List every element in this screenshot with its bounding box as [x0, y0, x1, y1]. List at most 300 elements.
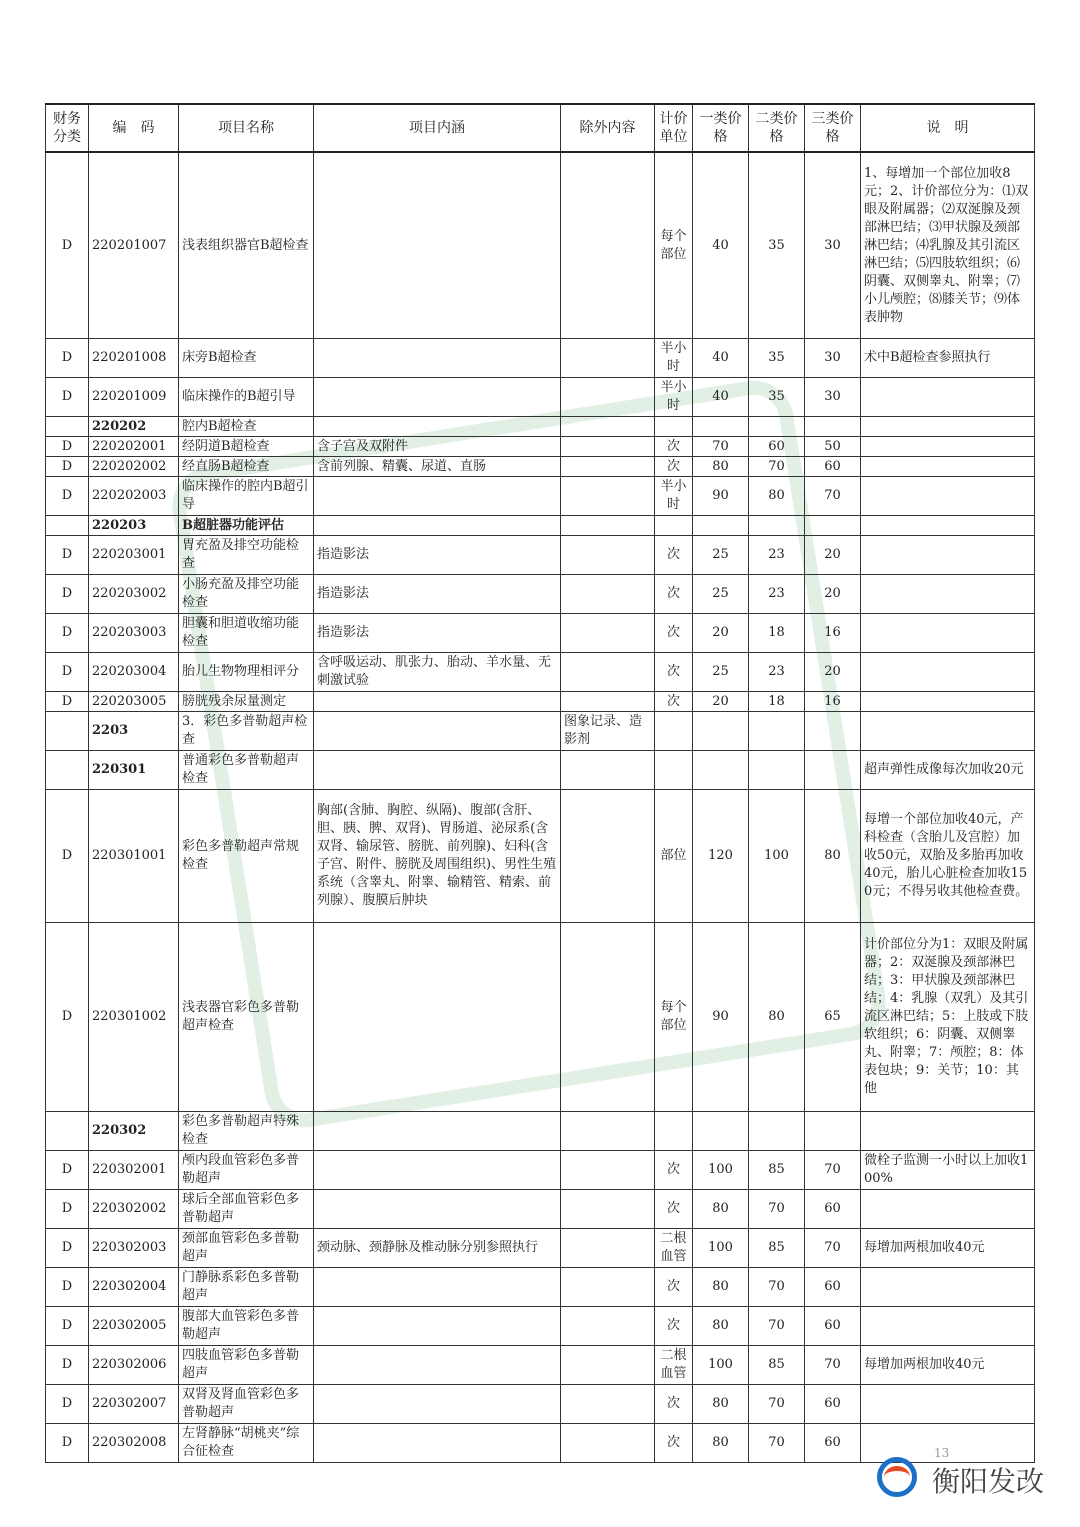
cell-name: 彩色多普勒超声常规检查: [179, 790, 314, 923]
cell-category: D: [46, 339, 89, 378]
table-row-section: [46, 751, 1035, 790]
cell-price-3: 70: [805, 1151, 861, 1190]
cell-note: [861, 692, 1035, 712]
cell-price-1: 100: [693, 1229, 749, 1268]
table-row: [46, 457, 1035, 477]
cell-exclusion: [561, 152, 655, 339]
table-row: [46, 790, 1035, 923]
cell-content: [314, 1112, 561, 1151]
cell-code: 220302002: [89, 1190, 179, 1229]
cell-name: 经阴道B超检查: [179, 437, 314, 457]
cell-unit: 次: [655, 457, 693, 477]
cell-price-1: 20: [693, 692, 749, 712]
cell-note: [861, 575, 1035, 614]
cell-code: 2203: [89, 712, 179, 751]
cell-content: [314, 1190, 561, 1229]
table-row: [46, 1307, 1035, 1346]
cell-note: [861, 516, 1035, 536]
cell-category: D: [46, 536, 89, 575]
cell-unit: 二根血管: [655, 1346, 693, 1385]
cell-price-3: [805, 751, 861, 790]
cell-price-3: 70: [805, 1229, 861, 1268]
cell-price-2: 23: [749, 653, 805, 692]
cell-note: [861, 457, 1035, 477]
cell-name: B超脏器功能评估: [179, 516, 314, 536]
header-cell: 计价单位: [655, 104, 693, 152]
table-row: [46, 536, 1035, 575]
cell-note: 术中B超检查参照执行: [861, 339, 1035, 378]
cell-price-3: 60: [805, 1268, 861, 1307]
cell-unit: 半小时: [655, 339, 693, 378]
cell-content: [314, 1268, 561, 1307]
cell-note: 每增一个部位加收40元，产科检查（含胎儿及宫腔）加收50元，双胎及多胎再加收40元，胎儿心脏检查加收150元；不得另收其他检查费。: [861, 790, 1035, 923]
cell-unit: 次: [655, 437, 693, 457]
cell-unit: [655, 516, 693, 536]
cell-category: D: [46, 1151, 89, 1190]
table-row: [46, 437, 1035, 457]
cell-price-2: 85: [749, 1151, 805, 1190]
cell-code: 220202003: [89, 477, 179, 516]
cell-name: 腔内B超检查: [179, 417, 314, 437]
cell-category: D: [46, 653, 89, 692]
cell-exclusion: [561, 1112, 655, 1151]
cell-price-1: [693, 417, 749, 437]
cell-unit: 每个部位: [655, 923, 693, 1112]
cell-price-1: 70: [693, 437, 749, 457]
cell-content: [314, 339, 561, 378]
cell-exclusion: [561, 1190, 655, 1229]
table-row: [46, 477, 1035, 516]
cell-category: D: [46, 1346, 89, 1385]
cell-price-1: 25: [693, 575, 749, 614]
cell-unit: [655, 712, 693, 751]
cell-category: [46, 712, 89, 751]
cell-price-3: 20: [805, 536, 861, 575]
cell-exclusion: [561, 378, 655, 417]
cell-category: D: [46, 1385, 89, 1424]
cell-price-1: [693, 751, 749, 790]
cell-note: [861, 477, 1035, 516]
table-row: [46, 692, 1035, 712]
cell-name: 彩色多普勒超声特殊检查: [179, 1112, 314, 1151]
cell-note: [861, 1268, 1035, 1307]
cell-content: [314, 378, 561, 417]
cell-exclusion: [561, 1229, 655, 1268]
table-row: [46, 1346, 1035, 1385]
cell-category: D: [46, 1190, 89, 1229]
table-row: [46, 152, 1035, 339]
cell-price-2: 85: [749, 1229, 805, 1268]
cell-code: 220203004: [89, 653, 179, 692]
cell-name: 3．彩色多普勒超声检查: [179, 712, 314, 751]
cell-price-1: 25: [693, 653, 749, 692]
cell-price-2: 18: [749, 614, 805, 653]
cell-price-2: 23: [749, 536, 805, 575]
cell-price-1: 120: [693, 790, 749, 923]
cell-unit: 次: [655, 536, 693, 575]
cell-category: [46, 1112, 89, 1151]
cell-code: 220201008: [89, 339, 179, 378]
cell-name: 胆囊和胆道收缩功能检查: [179, 614, 314, 653]
cell-price-2: [749, 417, 805, 437]
table-row: [46, 1229, 1035, 1268]
cell-price-1: 90: [693, 477, 749, 516]
brand-name: 衡阳发改: [932, 1465, 1045, 1498]
brand-logo-arc-icon: [884, 1466, 910, 1488]
cell-exclusion: [561, 457, 655, 477]
cell-code: 220203002: [89, 575, 179, 614]
cell-category: [46, 751, 89, 790]
cell-content: [314, 1151, 561, 1190]
table-row-section: [46, 516, 1035, 536]
table-row: [46, 614, 1035, 653]
cell-price-2: 70: [749, 1190, 805, 1229]
table-row: [46, 1268, 1035, 1307]
table-row: [46, 378, 1035, 417]
cell-exclusion: [561, 536, 655, 575]
cell-unit: 部位: [655, 790, 693, 923]
cell-name: 腹部大血管彩色多普勒超声: [179, 1307, 314, 1346]
table-row: [46, 575, 1035, 614]
cell-category: D: [46, 1229, 89, 1268]
cell-note: [861, 1385, 1035, 1424]
cell-price-3: [805, 1112, 861, 1151]
cell-category: D: [46, 1424, 89, 1463]
cell-note: [861, 1190, 1035, 1229]
cell-exclusion: [561, 751, 655, 790]
cell-note: [861, 417, 1035, 437]
cell-name: 临床操作的腔内B超引导: [179, 477, 314, 516]
cell-price-1: [693, 1112, 749, 1151]
cell-price-1: [693, 712, 749, 751]
cell-name: 浅表器官彩色多普勒超声检查: [179, 923, 314, 1112]
cell-price-3: 60: [805, 1190, 861, 1229]
header-cell: 除外内容: [561, 104, 655, 152]
cell-exclusion: [561, 1424, 655, 1463]
table-header: [46, 104, 1035, 152]
cell-category: [46, 516, 89, 536]
cell-unit: 次: [655, 653, 693, 692]
cell-exclusion: [561, 477, 655, 516]
cell-content: [314, 516, 561, 536]
cell-price-2: 80: [749, 477, 805, 516]
cell-price-1: 100: [693, 1346, 749, 1385]
cell-price-1: 40: [693, 378, 749, 417]
cell-price-2: 70: [749, 1424, 805, 1463]
cell-note: 每增加两根加收40元: [861, 1229, 1035, 1268]
cell-unit: 次: [655, 1307, 693, 1346]
cell-exclusion: [561, 692, 655, 712]
cell-price-1: 80: [693, 457, 749, 477]
cell-exclusion: [561, 923, 655, 1112]
table-row: [46, 1190, 1035, 1229]
header-cell: 项目内涵: [314, 104, 561, 152]
cell-price-2: 70: [749, 1307, 805, 1346]
cell-note: 1、每增加一个部位加收8元；2、计价部位分为：⑴双眼及附属器；⑵双涎腺及颈部淋巴结；⑶甲状腺及颈部淋巴结；⑷乳腺及其引流区淋巴结；⑸四肢软组织；⑹阴囊、双侧睾丸、附睾；⑺小儿颅腔；⑻膝关节；⑼体表肿物: [861, 152, 1035, 339]
cell-price-2: 23: [749, 575, 805, 614]
cell-exclusion: [561, 575, 655, 614]
cell-code: 220302005: [89, 1307, 179, 1346]
header-cell: 编 码: [89, 104, 179, 152]
cell-note: 微栓子监测一小时以上加收100%: [861, 1151, 1035, 1190]
cell-price-1: 100: [693, 1151, 749, 1190]
cell-unit: 半小时: [655, 378, 693, 417]
cell-note: 计价部位分为1：双眼及附属器；2：双涎腺及颈部淋巴结；3：甲状腺及颈部淋巴结；4：乳腺（双乳）及其引流区淋巴结；5：上肢或下肢软组织；6：阴囊、双侧睾丸、附睾；7：颅腔；8：体表包块；9：关节；10：其他: [861, 923, 1035, 1112]
cell-category: D: [46, 457, 89, 477]
cell-unit: 次: [655, 575, 693, 614]
cell-name: 临床操作的B超引导: [179, 378, 314, 417]
cell-category: D: [46, 477, 89, 516]
cell-exclusion: [561, 614, 655, 653]
cell-price-3: 30: [805, 152, 861, 339]
cell-exclusion: [561, 516, 655, 536]
cell-code: 220202001: [89, 437, 179, 457]
cell-unit: [655, 1112, 693, 1151]
cell-price-3: 16: [805, 614, 861, 653]
cell-price-3: [805, 712, 861, 751]
cell-content: 指造影法: [314, 575, 561, 614]
cell-price-3: 30: [805, 378, 861, 417]
cell-price-3: 70: [805, 1346, 861, 1385]
cell-category: D: [46, 790, 89, 923]
cell-unit: 次: [655, 614, 693, 653]
cell-price-2: [749, 751, 805, 790]
cell-code: 220301: [89, 751, 179, 790]
cell-content: [314, 1385, 561, 1424]
cell-content: [314, 923, 561, 1112]
cell-name: 普通彩色多普勒超声检查: [179, 751, 314, 790]
cell-note: [861, 614, 1035, 653]
cell-exclusion: [561, 417, 655, 437]
cell-name: 门静脉系彩色多普勒超声: [179, 1268, 314, 1307]
cell-note: [861, 437, 1035, 457]
cell-price-3: [805, 417, 861, 437]
price-table: [45, 103, 1035, 1463]
cell-unit: 二根血管: [655, 1229, 693, 1268]
cell-category: D: [46, 378, 89, 417]
header-cell: 一类价格: [693, 104, 749, 152]
cell-price-3: 20: [805, 653, 861, 692]
cell-name: 经直肠B超检查: [179, 457, 314, 477]
cell-content: 胸部(含肺、胸腔、纵隔)、腹部(含肝、胆、胰、脾、双肾)、胃肠道、泌尿系(含双肾、输尿管、膀胱、前列腺)、妇科(含子宫、附件、膀胱及周围组织)、男性生殖系统（含睾丸、附睾、输精管、精索、前列腺）、腹膜后肿块: [314, 790, 561, 923]
cell-name: 四肢血管彩色多普勒超声: [179, 1346, 314, 1385]
cell-name: 颈部血管彩色多普勒超声: [179, 1229, 314, 1268]
cell-price-2: 80: [749, 923, 805, 1112]
cell-category: D: [46, 1268, 89, 1307]
cell-exclusion: [561, 1346, 655, 1385]
table-row: [46, 1385, 1035, 1424]
cell-price-3: 80: [805, 790, 861, 923]
cell-exclusion: [561, 1268, 655, 1307]
cell-code: 220302006: [89, 1346, 179, 1385]
cell-price-3: [805, 516, 861, 536]
cell-code: 220302007: [89, 1385, 179, 1424]
cell-price-2: 70: [749, 1268, 805, 1307]
table-row: [46, 653, 1035, 692]
cell-unit: 次: [655, 1424, 693, 1463]
cell-content: 指造影法: [314, 536, 561, 575]
cell-exclusion: [561, 1385, 655, 1424]
cell-code: 220202002: [89, 457, 179, 477]
header-cell: 财务分类: [46, 104, 89, 152]
cell-content: [314, 751, 561, 790]
cell-price-1: 25: [693, 536, 749, 575]
cell-content: [314, 1424, 561, 1463]
header-cell: 项目名称: [179, 104, 314, 152]
cell-price-2: 70: [749, 1385, 805, 1424]
cell-price-2: 85: [749, 1346, 805, 1385]
cell-category: D: [46, 1307, 89, 1346]
cell-unit: [655, 417, 693, 437]
cell-unit: 次: [655, 1190, 693, 1229]
cell-name: 双肾及肾血管彩色多普勒超声: [179, 1385, 314, 1424]
cell-category: D: [46, 575, 89, 614]
cell-category: D: [46, 152, 89, 339]
cell-name: 左肾静脉“胡桃夹”综合征检查: [179, 1424, 314, 1463]
cell-price-2: 35: [749, 339, 805, 378]
cell-price-1: 20: [693, 614, 749, 653]
cell-price-3: 16: [805, 692, 861, 712]
cell-exclusion: [561, 339, 655, 378]
cell-unit: [655, 751, 693, 790]
cell-note: 每增加两根加收40元: [861, 1346, 1035, 1385]
table-row: [46, 1151, 1035, 1190]
cell-price-2: [749, 712, 805, 751]
cell-content: [314, 477, 561, 516]
cell-content: [314, 712, 561, 751]
table-row-section: [46, 417, 1035, 437]
cell-note: [861, 712, 1035, 751]
footer-brand: [872, 1446, 1062, 1512]
cell-name: 颅内段血管彩色多普勒超声: [179, 1151, 314, 1190]
cell-price-1: 90: [693, 923, 749, 1112]
cell-price-1: [693, 516, 749, 536]
cell-code: 220302003: [89, 1229, 179, 1268]
cell-content: 含子宫及双附件: [314, 437, 561, 457]
cell-content: [314, 1307, 561, 1346]
cell-code: 220203: [89, 516, 179, 536]
header-cell: 二类价格: [749, 104, 805, 152]
page-number: 13: [934, 1446, 950, 1460]
cell-note: [861, 653, 1035, 692]
cell-price-3: 60: [805, 457, 861, 477]
cell-name: 小肠充盈及排空功能检查: [179, 575, 314, 614]
header-cell: 三类价格: [805, 104, 861, 152]
cell-price-3: 70: [805, 477, 861, 516]
cell-name: 膀胱残余尿量测定: [179, 692, 314, 712]
cell-category: D: [46, 923, 89, 1112]
cell-code: 220302008: [89, 1424, 179, 1463]
cell-price-3: 60: [805, 1385, 861, 1424]
cell-price-1: 40: [693, 339, 749, 378]
cell-price-3: 65: [805, 923, 861, 1112]
cell-price-1: 80: [693, 1385, 749, 1424]
cell-price-3: 20: [805, 575, 861, 614]
cell-code: 220301001: [89, 790, 179, 923]
cell-price-2: 70: [749, 457, 805, 477]
cell-code: 220203005: [89, 692, 179, 712]
cell-code: 220202: [89, 417, 179, 437]
cell-name: 球后全部血管彩色多普勒超声: [179, 1190, 314, 1229]
cell-code: 220203001: [89, 536, 179, 575]
cell-price-2: 35: [749, 152, 805, 339]
cell-code: 220302004: [89, 1268, 179, 1307]
cell-unit: 半小时: [655, 477, 693, 516]
cell-content: [314, 1346, 561, 1385]
cell-exclusion: [561, 1307, 655, 1346]
cell-category: D: [46, 614, 89, 653]
cell-note: 超声弹性成像每次加收20元: [861, 751, 1035, 790]
cell-content: 含前列腺、精囊、尿道、直肠: [314, 457, 561, 477]
cell-unit: 每个部位: [655, 152, 693, 339]
cell-price-3: 60: [805, 1424, 861, 1463]
cell-name: 胃充盈及排空功能检查: [179, 536, 314, 575]
table-row: [46, 923, 1035, 1112]
table-row-section: [46, 1112, 1035, 1151]
cell-code: 220302001: [89, 1151, 179, 1190]
cell-content: [314, 152, 561, 339]
cell-note: [861, 378, 1035, 417]
cell-unit: 次: [655, 1268, 693, 1307]
cell-name: 床旁B超检查: [179, 339, 314, 378]
cell-note: [861, 536, 1035, 575]
cell-price-3: 50: [805, 437, 861, 457]
cell-content: 含呼吸运动、肌张力、胎动、羊水量、无刺激试验: [314, 653, 561, 692]
cell-code: 220203003: [89, 614, 179, 653]
cell-price-3: 60: [805, 1307, 861, 1346]
cell-price-1: 80: [693, 1307, 749, 1346]
cell-content: 指造影法: [314, 614, 561, 653]
cell-unit: 次: [655, 1385, 693, 1424]
cell-code: 220201007: [89, 152, 179, 339]
cell-price-2: 35: [749, 378, 805, 417]
cell-price-1: 80: [693, 1190, 749, 1229]
header-cell: 说 明: [861, 104, 1035, 152]
cell-code: 220302: [89, 1112, 179, 1151]
cell-name: 胎儿生物物理相评分: [179, 653, 314, 692]
cell-exclusion: [561, 1151, 655, 1190]
table-row-section: [46, 712, 1035, 751]
cell-content: [314, 692, 561, 712]
cell-price-1: 80: [693, 1268, 749, 1307]
cell-price-2: [749, 516, 805, 536]
cell-code: 220201009: [89, 378, 179, 417]
cell-note: [861, 1112, 1035, 1151]
table-row: [46, 339, 1035, 378]
cell-price-2: 100: [749, 790, 805, 923]
cell-price-3: 30: [805, 339, 861, 378]
cell-unit: 次: [655, 1151, 693, 1190]
cell-price-2: 18: [749, 692, 805, 712]
cell-unit: 次: [655, 692, 693, 712]
cell-category: D: [46, 692, 89, 712]
cell-category: D: [46, 437, 89, 457]
cell-exclusion: [561, 437, 655, 457]
cell-exclusion: [561, 653, 655, 692]
cell-category: [46, 417, 89, 437]
cell-note: [861, 1307, 1035, 1346]
cell-code: 220301002: [89, 923, 179, 1112]
cell-price-2: [749, 1112, 805, 1151]
cell-price-2: 60: [749, 437, 805, 457]
cell-price-1: 40: [693, 152, 749, 339]
cell-name: 浅表组织器官B超检查: [179, 152, 314, 339]
cell-content: [314, 417, 561, 437]
cell-content: 颈动脉、颈静脉及椎动脉分别参照执行: [314, 1229, 561, 1268]
cell-exclusion: 图象记录、造影剂: [561, 712, 655, 751]
cell-price-1: 80: [693, 1424, 749, 1463]
cell-exclusion: [561, 790, 655, 923]
